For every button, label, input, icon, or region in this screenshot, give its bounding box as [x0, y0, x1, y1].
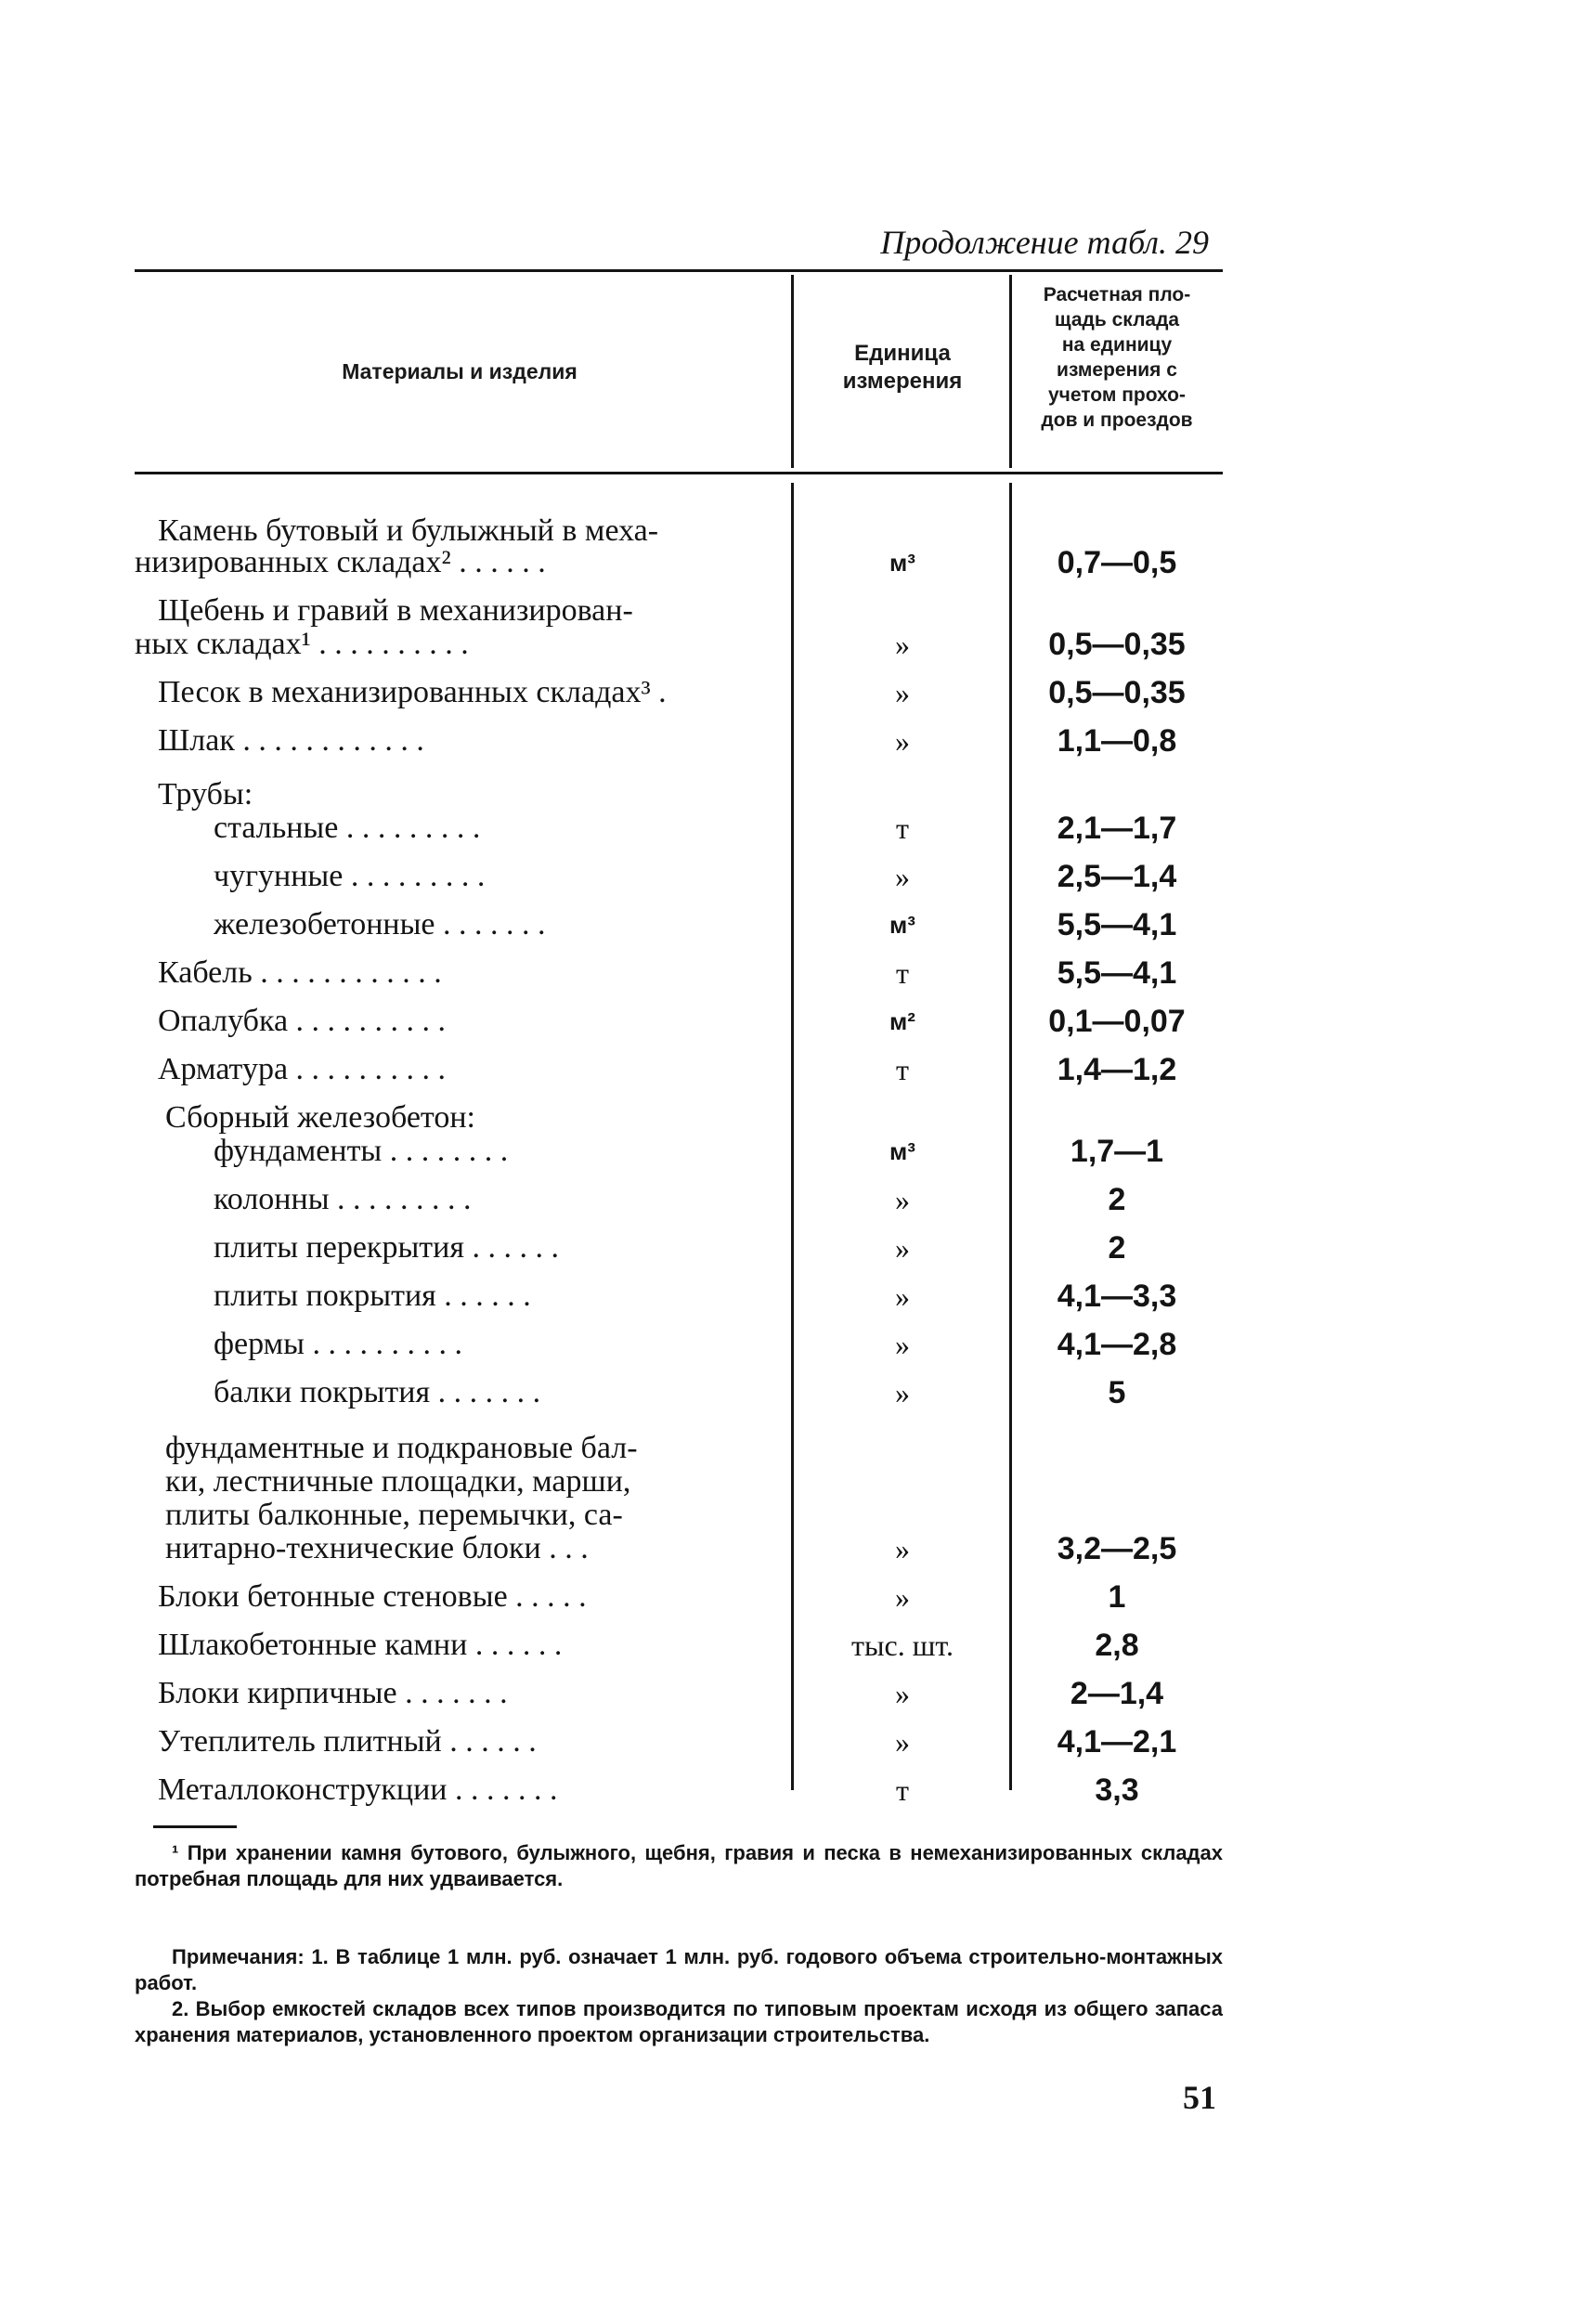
row-name: фундаменты . . . . . . . .	[214, 1134, 509, 1168]
row-area: 1,7—1	[1070, 1134, 1164, 1169]
table-row	[0, 997, 1226, 1045]
row-name: Блоки бетонные стеновые . . . . .	[158, 1579, 587, 1614]
header-area-line: измерения с	[1057, 359, 1177, 381]
row-unit: м²	[889, 1007, 915, 1035]
row-area: 3,2—2,5	[1057, 1531, 1177, 1566]
row-name: Камень бутовый и булыжный в меха-	[158, 513, 659, 548]
row-name: колонны . . . . . . . . .	[214, 1182, 472, 1216]
row-area: 3,3	[1095, 1772, 1139, 1808]
header-area-line: учетом прохо-	[1048, 384, 1186, 406]
header-area-line: дов и проездов	[1041, 409, 1193, 431]
table-row	[0, 539, 1226, 587]
footnote: ¹ При хранении камня бутового, булыжного, щебня, гравия и песка в немеханизированных складах потребная площадь для них удваивается.	[135, 1841, 1223, 1890]
header-unit-line: измерения	[842, 369, 963, 394]
table-row	[0, 1127, 1226, 1175]
table-row	[0, 1573, 1226, 1621]
row-area: 0,1—0,07	[1048, 1004, 1186, 1039]
table-row	[0, 1320, 1226, 1369]
table-row	[0, 669, 1226, 717]
column-rule-header-2	[1009, 275, 1012, 468]
table-row	[0, 1045, 1226, 1094]
row-area: 5,5—4,1	[1057, 907, 1177, 942]
row-name: Арматура . . . . . . . . . .	[158, 1052, 447, 1086]
row-unit: тыс. шт.	[851, 1629, 954, 1662]
header-bottom-rule	[135, 472, 1223, 474]
row-name: Шлак . . . . . . . . . . . .	[158, 723, 424, 758]
row-name: плиты перекрытия . . . . . .	[214, 1230, 559, 1265]
row-area: 2,5—1,4	[1057, 859, 1177, 894]
row-unit: »	[895, 676, 910, 709]
row-name: Сборный железобетон:	[165, 1100, 475, 1135]
row-unit: т	[896, 1053, 909, 1086]
row-area: 0,5—0,35	[1048, 675, 1186, 710]
table-row	[0, 804, 1226, 852]
row-unit: м³	[889, 911, 915, 939]
table-row	[0, 901, 1226, 949]
row-unit: »	[895, 1376, 910, 1409]
table-row	[0, 717, 1226, 765]
row-area: 1,4—1,2	[1057, 1052, 1177, 1087]
table-row	[0, 1272, 1226, 1320]
row-unit: »	[895, 724, 910, 758]
row-name: Металлоконструкции . . . . . . .	[158, 1772, 558, 1807]
row-name: балки покрытия . . . . . . .	[214, 1375, 541, 1409]
row-area: 5	[1108, 1375, 1126, 1410]
row-name: Песок в механизированных складах³ .	[158, 675, 667, 709]
row-area: 0,5—0,35	[1048, 627, 1186, 662]
table-row	[0, 852, 1226, 901]
row-name: Опалубка . . . . . . . . . .	[158, 1004, 447, 1038]
row-area: 2,8	[1095, 1628, 1139, 1663]
row-unit: »	[895, 1725, 910, 1759]
row-unit: »	[895, 1532, 910, 1565]
table-row	[0, 949, 1226, 997]
row-name: плиты покрытия . . . . . .	[214, 1279, 531, 1313]
row-area: 2,1—1,7	[1057, 811, 1177, 846]
row-name: ных складах¹ . . . . . . . . . .	[135, 627, 469, 661]
row-name: Блоки кирпичные . . . . . . .	[158, 1676, 508, 1710]
row-area: 4,1—2,1	[1057, 1724, 1177, 1759]
footnote-rule	[153, 1825, 237, 1828]
header-area	[1014, 282, 1220, 433]
table-row	[0, 1175, 1226, 1224]
row-unit: »	[895, 1328, 910, 1361]
header-unit-line: Единица	[854, 341, 951, 366]
row-name: ки, лестничные площадки, марши,	[165, 1464, 631, 1499]
row-area: 5,5—4,1	[1057, 955, 1177, 991]
row-name: Трубы:	[158, 777, 253, 811]
row-name: стальные . . . . . . . . .	[214, 811, 481, 845]
row-name: Щебень и гравий в механизирован-	[158, 593, 633, 628]
row-name: фундаментные и подкрановые бал-	[165, 1431, 638, 1465]
table-continuation-caption: Продолжение табл. 29	[880, 224, 1209, 261]
row-unit: т	[896, 811, 909, 845]
header-area-line: Расчетная пло-	[1043, 284, 1191, 305]
notes-paragraph-1: Примечания: 1. В таблице 1 млн. руб. означает 1 млн. руб. годового объема строительно-монтажных работ.	[135, 1945, 1223, 1994]
table-row	[0, 1766, 1226, 1814]
header-area-line: щадь склада	[1054, 309, 1180, 331]
table-row	[0, 1369, 1226, 1417]
table-row	[0, 1718, 1226, 1766]
row-name: железобетонные . . . . . . .	[214, 907, 546, 941]
row-area: 1	[1108, 1579, 1126, 1615]
row-unit: »	[895, 1677, 910, 1710]
row-area: 4,1—2,8	[1057, 1327, 1177, 1362]
table-row	[0, 1669, 1226, 1718]
table-row	[0, 620, 1226, 669]
row-name: фермы . . . . . . . . . .	[214, 1327, 462, 1361]
row-unit: »	[895, 1183, 910, 1216]
row-unit: »	[895, 1580, 910, 1614]
row-unit: »	[895, 1279, 910, 1313]
table-top-rule	[135, 269, 1223, 272]
table-row	[0, 1621, 1226, 1669]
header-materials: Материалы и изделия	[342, 359, 577, 383]
row-area: 0,7—0,5	[1057, 545, 1177, 580]
row-name: плиты балконные, перемычки, са-	[165, 1498, 623, 1532]
row-area: 2	[1108, 1182, 1126, 1217]
row-area: 2	[1108, 1230, 1126, 1266]
row-name: Кабель . . . . . . . . . . . .	[158, 955, 442, 990]
row-unit: т	[896, 1773, 909, 1807]
notes-paragraph-2: 2. Выбор емкостей складов всех типов производится по типовым проектам исходя из общего запаса хранения материалов, установленного проектом организации строительства.	[135, 1997, 1223, 2046]
column-rule-header-1	[791, 275, 794, 468]
table-row	[0, 1525, 1226, 1573]
row-area: 1,1—0,8	[1057, 723, 1177, 759]
header-area-line: на единицу	[1061, 334, 1173, 356]
row-area: 4,1—3,3	[1057, 1279, 1177, 1314]
row-name: низированных складах² . . . . . .	[135, 545, 546, 579]
row-unit: »	[895, 1231, 910, 1265]
row-unit: »	[895, 860, 910, 893]
header-unit	[797, 340, 1008, 396]
row-name: Шлакобетонные камни . . . . . .	[158, 1628, 563, 1662]
row-area: 2—1,4	[1070, 1676, 1164, 1711]
row-unit: м³	[889, 1137, 915, 1165]
page-number: 51	[1183, 2079, 1216, 2116]
row-unit: т	[896, 956, 909, 990]
row-unit: »	[895, 628, 910, 661]
table-row	[0, 1224, 1226, 1272]
row-name: Утеплитель плитный . . . . . .	[158, 1724, 537, 1759]
row-unit: м³	[889, 549, 915, 577]
row-name: нитарно-технические блоки . . .	[165, 1531, 589, 1565]
row-name: чугунные . . . . . . . . .	[214, 859, 486, 893]
